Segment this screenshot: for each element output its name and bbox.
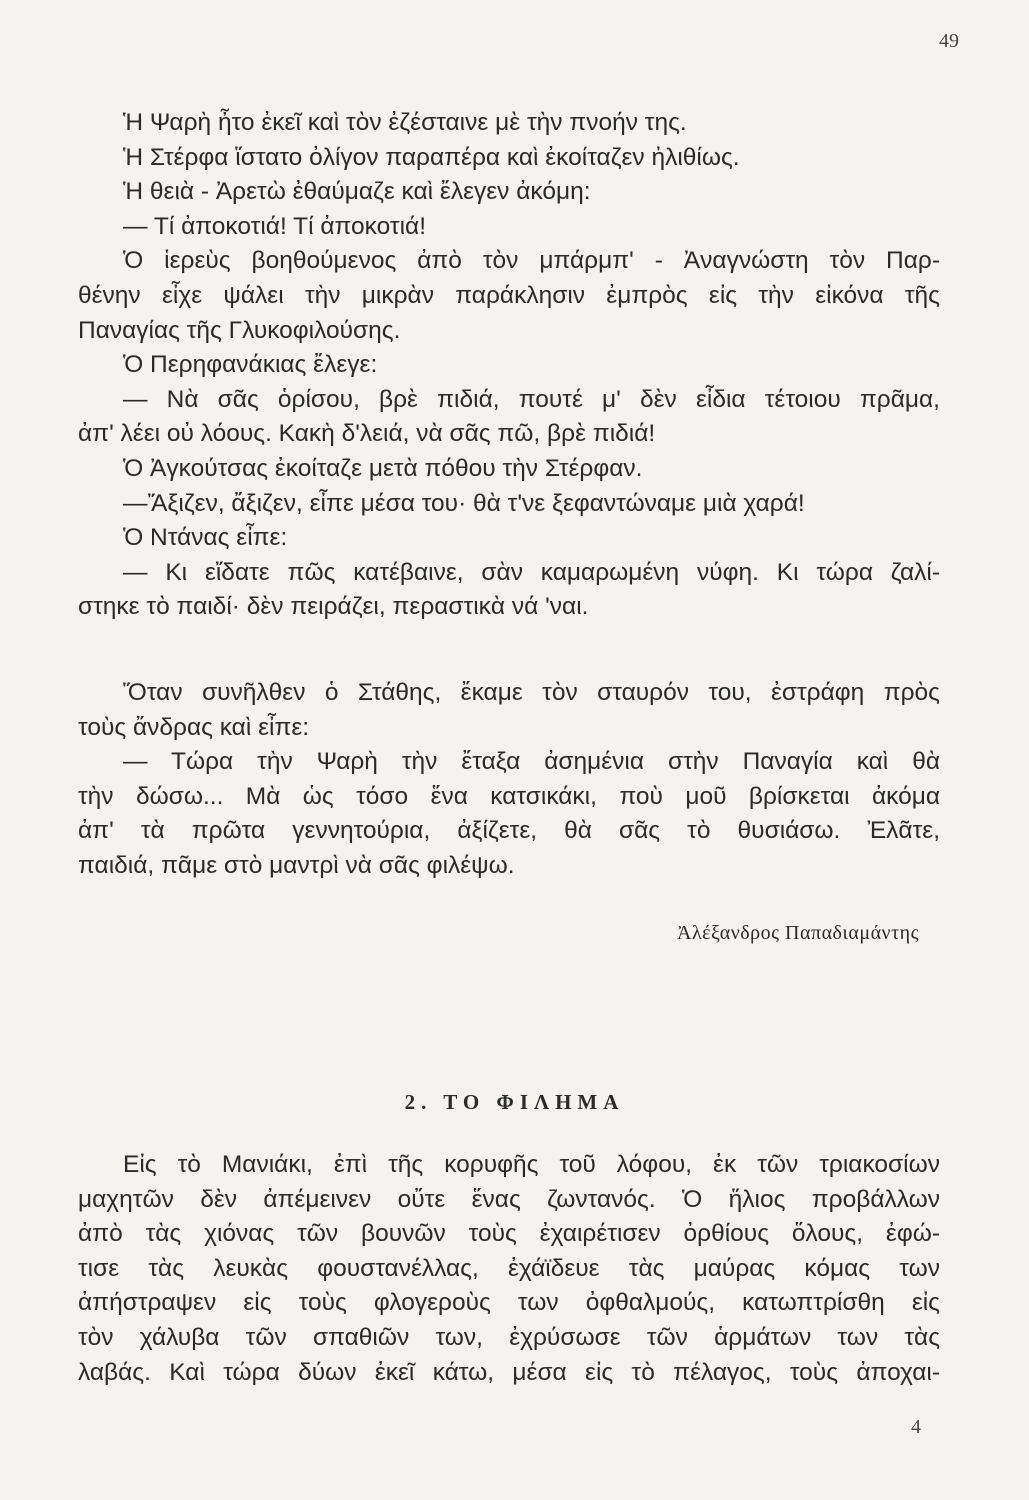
text-line: στηκε τὸ παιδί· δὲν πειράζει, περαστικὰ νά 'ναι.	[78, 593, 589, 621]
text-line: — Τί ἀποκοτιά! Τί ἀποκοτιά!	[123, 212, 426, 240]
body-text-block-2	[78, 676, 940, 884]
text-line: Εἰς τὸ Μανιάκι, ἐπὶ τῆς κορυφῆς τοῦ λόφου, ἐκ τῶν τριακοσίων	[123, 1151, 940, 1178]
text-line: θένην εἶχε ψάλει τὴν μικρὰν παράκλησιν ἐμπρὸς εἰς τὴν εἰκόνα τῆς	[78, 281, 940, 309]
body-text-block-3	[78, 1148, 940, 1390]
text-line: Ὅταν συνῆλθεν ὁ Στάθης, ἔκαμε τὸν σταυρόν του, ἐστράφη πρὸς	[123, 679, 940, 706]
text-line: τοὺς ἄνδρας καὶ εἶπε:	[78, 713, 310, 741]
text-line: μαχητῶν δὲν ἀπέμεινεν οὔτε ἕνας ζωντανός. Ὁ ἥλιος προβάλλων	[78, 1185, 940, 1213]
section-title: 2. ΤΟ ΦΙΛΗΜΑ	[404, 1090, 625, 1114]
text-line: Παναγίας τῆς Γλυκοφιλούσης.	[78, 316, 401, 344]
text-line: τὸν χάλυβα τῶν σπαθιῶν των, ἐχρύσωσε τῶν ἁρμάτων των τὰς	[78, 1323, 940, 1351]
body-text-block-1	[78, 106, 940, 625]
text-line: λαβάς. Καὶ τώρα δύων ἐκεῖ κάτω, μέσα εἰς τὸ πέλαγος, τοὺς ἀποχαι-	[78, 1358, 940, 1386]
text-line: ἀπ' τὰ πρῶτα γεννητούρια, ἀξίζετε, θὰ σᾶς τὸ θυσιάσω. Ἐλᾶτε,	[78, 817, 940, 845]
text-line: τισε τὰς λευκὰς φουστανέλλας, ἐχάϊδευε τὰς μαύρας κόμας των	[78, 1254, 940, 1282]
text-line: Ὁ Ντάνας εἶπε:	[123, 524, 288, 552]
signature-mark: 4	[911, 1416, 921, 1438]
text-line: παιδιά, πᾶμε στὸ μαντρὶ νὰ σᾶς φιλέψω.	[78, 851, 515, 879]
text-line: τὴν δώσω... Μὰ ὡς τόσο ἕνα κατσικάκι, ποὺ μοῦ βρίσκεται ἀκόμα	[78, 782, 940, 810]
text-line: — Κι εἴδατε πῶς κατέβαινε, σὰν καμαρωμένη νύφη. Κι τώρα ζαλί-	[123, 558, 940, 586]
text-line: Ἡ Ψαρὴ ἦτο ἐκεῖ καὶ τὸν ἐζέσταινε μὲ τὴν πνοήν της.	[123, 109, 687, 136]
text-line: Ἡ Στέρφα ἵστατο ὀλίγον παραπέρα καὶ ἐκοίταζεν ἠλιθίως.	[123, 143, 740, 171]
text-line: Ὁ Περηφανάκιας ἔλεγε:	[123, 351, 378, 379]
text-line: — Νὰ σᾶς ὁρίσου, βρὲ πιδιά, πουτέ μ' δὲν εἶδια τέτοιου πρᾶμα,	[123, 385, 940, 413]
text-line: ἀπήστραψεν εἰς τοὺς φλογεροὺς των ὀφθαλμούς, κατωπτρίσθη εἰς	[78, 1289, 940, 1317]
text-line: — Τώρα τὴν Ψαρὴ τὴν ἔταξα ἀσημένια στὴν Παναγία καὶ θὰ	[123, 748, 940, 776]
page-number: 49	[939, 30, 959, 52]
text-line: ἀπὸ τὰς χιόνας τῶν βουνῶν τοὺς ἐχαιρέτισεν ὀρθίους ὅλους, ἐφώ-	[78, 1220, 940, 1248]
text-line: —Ἄξιζεν, ἄξιζεν, εἶπε μέσα του· θὰ τ'νε ξεφαντώναμε μιὰ χαρά!	[123, 489, 805, 517]
text-line: Ὁ Ἀγκούτσας ἐκοίταζε μετὰ πόθου τὴν Στέρφαν.	[123, 454, 643, 482]
text-line: Ἡ θειὰ - Ἀρετὼ ἐθαύμαζε καὶ ἔλεγεν ἀκόμη:	[123, 178, 591, 206]
text-line: Ὁ ἱερεὺς βοηθούμενος ἀπὸ τὸν μπάρμπ' - Ἀναγνώστη τὸν Παρ-	[123, 247, 940, 275]
author-signature: Ἀλέξανδρος Παπαδιαμάντης	[677, 922, 919, 944]
text-line: ἀπ' λέει οὐ λόους. Κακὴ δ'λειά, νὰ σᾶς πῶ, βρὲ πιδιά!	[78, 420, 656, 448]
